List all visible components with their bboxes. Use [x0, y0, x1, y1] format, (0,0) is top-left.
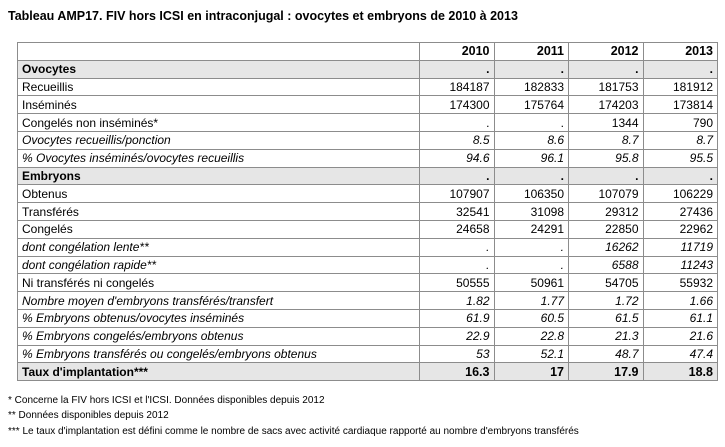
- table-body: [18, 60, 718, 380]
- value-cell-2010: 22.9: [420, 327, 495, 345]
- value-cell-2012: 181753: [569, 78, 644, 96]
- row-label: Ovocytes recueillis/ponction: [18, 131, 420, 149]
- row-label: Ovocytes: [18, 60, 420, 78]
- value-cell-2012: 29312: [569, 203, 644, 221]
- value-cell-2011: 24291: [494, 220, 569, 238]
- row-label: dont congélation lente**: [18, 238, 420, 256]
- footnote-3: *** Le taux d'implantation est défini comme le nombre de sacs avec activité cardiaque rapporté au nombre d'embryons transférés: [8, 425, 579, 437]
- row-label: Recueillis: [18, 78, 420, 96]
- row-label: % Embryons obtenus/ovocytes inséminés: [18, 309, 420, 327]
- value-cell-2011: 17: [494, 363, 569, 381]
- value-cell-2012: 48.7: [569, 345, 644, 363]
- value-cell-2011: 52.1: [494, 345, 569, 363]
- header-row: [18, 43, 718, 61]
- table-code: Tableau AMP17.: [8, 9, 103, 23]
- table-row: [18, 149, 718, 167]
- value-cell-2010: 61.9: [420, 309, 495, 327]
- header-label-cell: [18, 43, 420, 61]
- value-cell-2013: 47.4: [643, 345, 718, 363]
- value-cell-2011: .: [494, 60, 569, 78]
- value-cell-2012: 8.7: [569, 131, 644, 149]
- row-label: dont congélation rapide**: [18, 256, 420, 274]
- row-label: Ni transférés ni congelés: [18, 274, 420, 292]
- footnote-1: * Concerne la FIV hors ICSI et l'ICSI. Données disponibles depuis 2012: [8, 395, 325, 406]
- row-label: Transférés: [18, 203, 420, 221]
- table-row: [18, 60, 718, 78]
- table-row: [18, 256, 718, 274]
- value-cell-2011: 22.8: [494, 327, 569, 345]
- value-cell-2010: .: [420, 256, 495, 274]
- table-row: [18, 363, 718, 381]
- value-cell-2013: 181912: [643, 78, 718, 96]
- value-cell-2013: 27436: [643, 203, 718, 221]
- row-label: Congelés: [18, 220, 420, 238]
- value-cell-2010: 53: [420, 345, 495, 363]
- row-label: Inséminés: [18, 96, 420, 114]
- value-cell-2010: .: [420, 114, 495, 132]
- value-cell-2010: .: [420, 238, 495, 256]
- header-year-2011: 2011: [494, 43, 569, 61]
- value-cell-2011: 50961: [494, 274, 569, 292]
- value-cell-2010: 32541: [420, 203, 495, 221]
- value-cell-2012: .: [569, 60, 644, 78]
- value-cell-2013: .: [643, 167, 718, 185]
- value-cell-2013: 22962: [643, 220, 718, 238]
- row-label: Embryons: [18, 167, 420, 185]
- row-label: Nombre moyen d'embryons transférés/transfert: [18, 292, 420, 310]
- value-cell-2011: 175764: [494, 96, 569, 114]
- row-label: % Embryons transférés ou congelés/embryons obtenus: [18, 345, 420, 363]
- value-cell-2010: 50555: [420, 274, 495, 292]
- value-cell-2012: 54705: [569, 274, 644, 292]
- value-cell-2011: .: [494, 167, 569, 185]
- table-row: [18, 131, 718, 149]
- row-label: Obtenus: [18, 185, 420, 203]
- table-row: [18, 309, 718, 327]
- value-cell-2011: .: [494, 114, 569, 132]
- value-cell-2013: 11243: [643, 256, 718, 274]
- value-cell-2010: 174300: [420, 96, 495, 114]
- value-cell-2010: 184187: [420, 78, 495, 96]
- value-cell-2012: 107079: [569, 185, 644, 203]
- value-cell-2013: 173814: [643, 96, 718, 114]
- table-row: [18, 185, 718, 203]
- header-year-2012: 2012: [569, 43, 644, 61]
- value-cell-2013: 21.6: [643, 327, 718, 345]
- value-cell-2012: .: [569, 167, 644, 185]
- value-cell-2013: 8.7: [643, 131, 718, 149]
- row-label: Congelés non inséminés*: [18, 114, 420, 132]
- value-cell-2010: 8.5: [420, 131, 495, 149]
- header-year-2010: 2010: [420, 43, 495, 61]
- value-cell-2010: 1.82: [420, 292, 495, 310]
- value-cell-2013: 55932: [643, 274, 718, 292]
- value-cell-2011: 106350: [494, 185, 569, 203]
- table-row: [18, 203, 718, 221]
- value-cell-2013: 18.8: [643, 363, 718, 381]
- value-cell-2011: 8.6: [494, 131, 569, 149]
- value-cell-2012: 95.8: [569, 149, 644, 167]
- value-cell-2010: 94.6: [420, 149, 495, 167]
- value-cell-2010: 107907: [420, 185, 495, 203]
- value-cell-2013: 106229: [643, 185, 718, 203]
- table-title: [8, 9, 518, 23]
- footnotes: [8, 393, 579, 439]
- value-cell-2012: 21.3: [569, 327, 644, 345]
- table-row: [18, 220, 718, 238]
- table-title-text: FIV hors ICSI en intraconjugal : ovocytes et embryons de 2010 à 2013: [102, 9, 518, 23]
- table-row: [18, 327, 718, 345]
- table-row: [18, 78, 718, 96]
- table-row: [18, 345, 718, 363]
- value-cell-2010: .: [420, 60, 495, 78]
- value-cell-2012: 61.5: [569, 309, 644, 327]
- footnote-2: ** Données disponibles depuis 2012: [8, 410, 169, 422]
- value-cell-2012: 17.9: [569, 363, 644, 381]
- data-table: [17, 42, 718, 381]
- value-cell-2012: 22850: [569, 220, 644, 238]
- header-year-2013: 2013: [643, 43, 718, 61]
- value-cell-2011: 182833: [494, 78, 569, 96]
- value-cell-2011: 96.1: [494, 149, 569, 167]
- value-cell-2013: 95.5: [643, 149, 718, 167]
- value-cell-2011: 31098: [494, 203, 569, 221]
- value-cell-2010: .: [420, 167, 495, 185]
- value-cell-2010: 16.3: [420, 363, 495, 381]
- row-label: Taux d'implantation***: [18, 363, 420, 381]
- value-cell-2011: 60.5: [494, 309, 569, 327]
- value-cell-2012: 1344: [569, 114, 644, 132]
- value-cell-2011: .: [494, 256, 569, 274]
- table-row: [18, 114, 718, 132]
- value-cell-2011: .: [494, 238, 569, 256]
- table-row: [18, 167, 718, 185]
- value-cell-2012: 16262: [569, 238, 644, 256]
- value-cell-2013: 1.66: [643, 292, 718, 310]
- value-cell-2013: 61.1: [643, 309, 718, 327]
- table-row: [18, 238, 718, 256]
- row-label: % Embryons congelés/embryons obtenus: [18, 327, 420, 345]
- value-cell-2013: 790: [643, 114, 718, 132]
- value-cell-2012: 1.72: [569, 292, 644, 310]
- value-cell-2013: 11719: [643, 238, 718, 256]
- table-row: [18, 274, 718, 292]
- value-cell-2012: 174203: [569, 96, 644, 114]
- value-cell-2011: 1.77: [494, 292, 569, 310]
- row-label: % Ovocytes inséminés/ovocytes recueillis: [18, 149, 420, 167]
- value-cell-2010: 24658: [420, 220, 495, 238]
- value-cell-2013: .: [643, 60, 718, 78]
- table-row: [18, 292, 718, 310]
- value-cell-2012: 6588: [569, 256, 644, 274]
- table-row: [18, 96, 718, 114]
